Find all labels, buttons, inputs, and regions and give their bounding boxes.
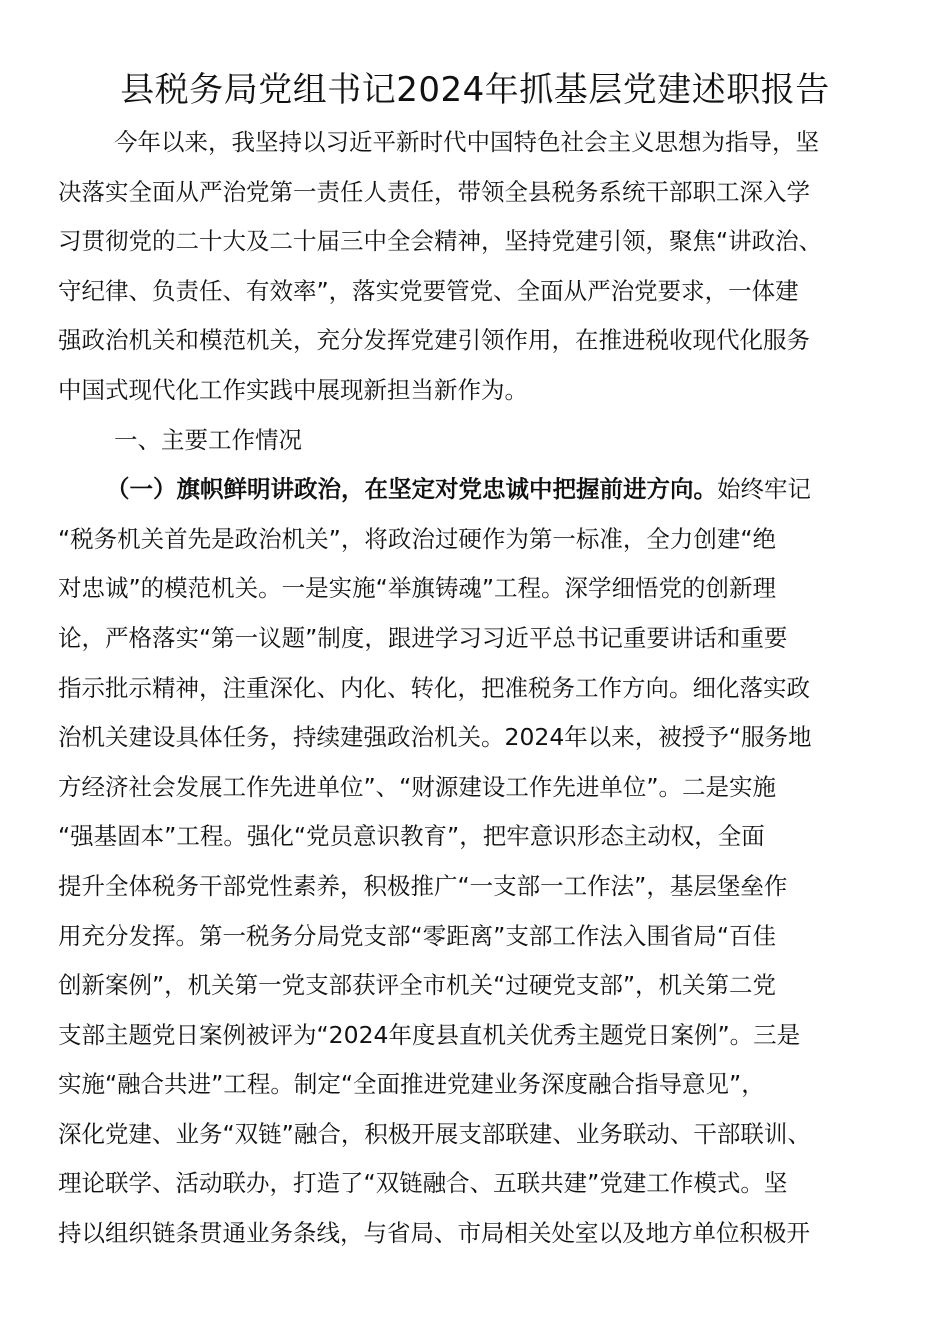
paragraph-line: 深化党建、业务“双链”融合，积极开展支部联建、业务联动、干部联训、 xyxy=(58,1119,811,1148)
subsection-heading: （一）旗帜鲜明讲政治，在坚定对党忠诚中把握前进方向。 xyxy=(106,475,717,504)
paragraph-line: 指示批示精神，注重深化、内化、转化，把准税务工作方向。细化落实政 xyxy=(58,673,810,702)
paragraph-line: 创新案例”，机关第一党支部获评全市机关“过硬党支部”，机关第二党 xyxy=(58,971,777,1000)
paragraph-line: 方经济社会发展工作先进单位”、“财源建设工作先进单位”。二是实施 xyxy=(58,772,777,801)
paragraph-line: 治机关建设具体任务，持续建强政治机关。2024年以来，被授予“服务地 xyxy=(58,723,812,752)
intro-line: 守纪律、负责任、有效率”，落实党要管党、全面从严治党要求，一体建 xyxy=(58,276,799,305)
intro-line: 强政治机关和模范机关，充分发挥党建引领作用，在推进税收现代化服务 xyxy=(58,326,810,355)
paragraph-line: 论，严格落实“第一议题”制度，跟进学习习近平总书记重要讲话和重要 xyxy=(58,623,788,652)
paragraph-line: 支部主题党日案例被评为“2024年度县直机关优秀主题党日案例”。三是 xyxy=(58,1020,801,1049)
subsection-first-line-rest: 始终牢记 xyxy=(717,475,811,504)
document-title: 县税务局党组书记2024年抓基层党建述职报告 xyxy=(120,70,830,110)
paragraph-line: “税务机关首先是政治机关”，将政治过硬作为第一标准，全力创建“绝 xyxy=(58,524,777,553)
intro-line: 今年以来，我坚持以习近平新时代中国特色社会主义思想为指导，坚 xyxy=(114,128,819,156)
paragraph-line: 持以组织链条贯通业务条线，与省局、市局相关处室以及地方单位积极开 xyxy=(58,1219,810,1248)
paragraph-line: “强基固本”工程。强化“党员意识教育”，把牢意识形态主动权，全面 xyxy=(58,822,765,851)
paragraph-line: 理论联学、活动联办，打造了“双链融合、五联共建”党建工作模式。坚 xyxy=(58,1169,788,1198)
document-body xyxy=(58,118,898,1259)
paragraph-line: 提升全体税务干部党性素养，积极推广“一支部一工作法”，基层堡垒作 xyxy=(58,871,788,900)
paragraph-line: 用充分发挥。第一税务分局党支部“零距离”支部工作法入围省局“百佳 xyxy=(58,921,777,950)
paragraph-line: 实施“融合共进”工程。制定“全面推进党建业务深度融合指导意见”， xyxy=(58,1070,765,1099)
subsection-first-line xyxy=(58,465,898,515)
intro-line: 习贯彻党的二十大及二十届三中全会精神，坚持党建引领，聚焦“讲政治、 xyxy=(58,227,823,256)
section-heading: 一、主要工作情况 xyxy=(114,425,302,454)
paragraph-line: 对忠诚”的模范机关。一是实施“举旗铸魂”工程。深学细悟党的创新理 xyxy=(58,574,777,603)
intro-line: 决落实全面从严治党第一责任人责任，带领全县税务系统干部职工深入学 xyxy=(58,177,810,206)
intro-line: 中国式现代化工作实践中展现新担当新作为。 xyxy=(58,375,528,404)
